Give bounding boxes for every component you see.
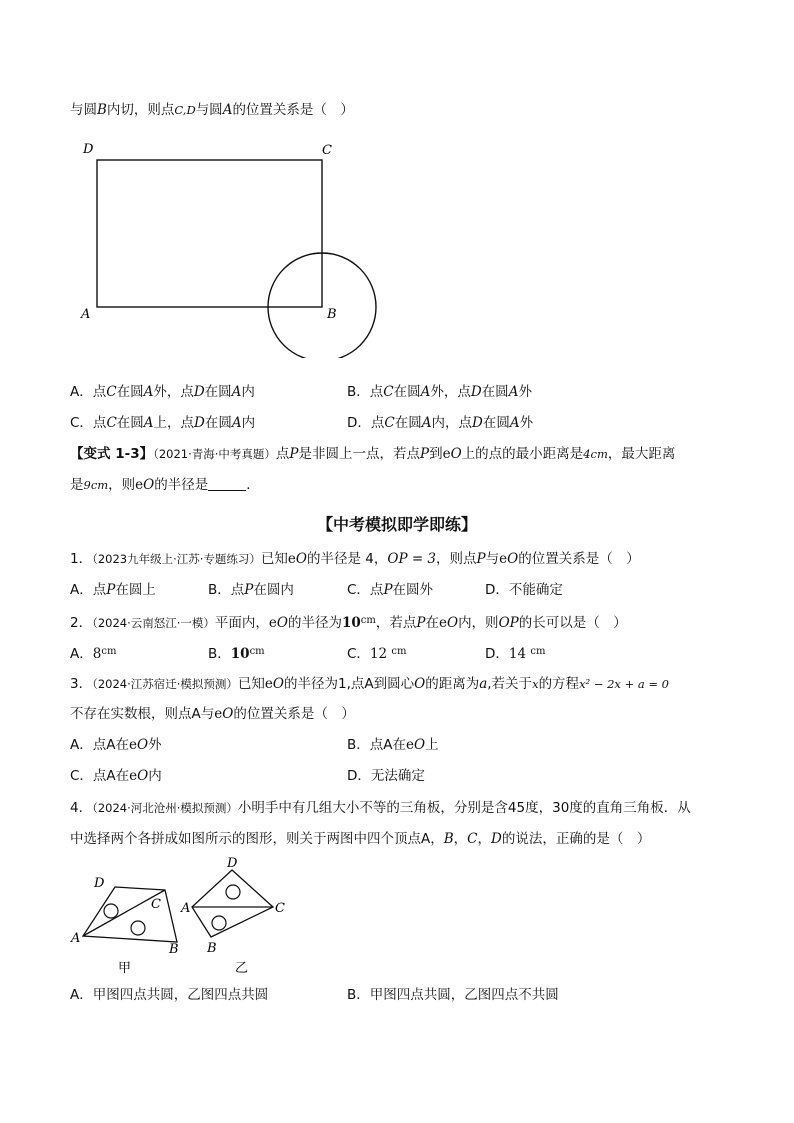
q1-option-c[interactable]: C．点P在圆外 [347, 582, 434, 598]
q3-option-c[interactable]: C．点A在eO内 [70, 768, 162, 784]
figure-jia-circle-1 [104, 904, 118, 918]
label-d: D [83, 142, 94, 157]
q1-stem: 1．（2023九年级上·江苏·专题练习）已知eO的半径是 4，OP = 3，则点P与eO的位置关系是（ ） [70, 551, 640, 567]
figure-yi-circle-2 [212, 916, 226, 930]
q4-stem-line-1: 4．（2024·河北沧州·模拟预测）小明手中有几组大小不等的三角板，分别是含45度，30度的直角三角板．从 [70, 800, 691, 816]
rectangle-circle-figure [75, 138, 395, 358]
q2-option-c[interactable]: C．12 $^{cm}$ [347, 646, 407, 662]
triangle-figures [65, 850, 305, 978]
q3-stem-line-1: 3．（2024·江苏宿迁·模拟预测）已知eO的半径为1,点A到圆心O的距离为a,若关于x的方程x² − 2x + a = 0 [70, 676, 669, 692]
label-b: B [327, 307, 337, 322]
figure-yi-caption: 乙 [235, 961, 249, 976]
yi-label-c: C [275, 901, 285, 916]
figure-jia-circle-2 [131, 921, 145, 935]
option-c[interactable]: C．点C在圆A上，点D在圆A内 [70, 415, 256, 431]
label-c: C [322, 143, 332, 158]
figure-jia-quadrilateral [83, 887, 177, 942]
label-a: A [81, 307, 91, 322]
answer-blank[interactable] [208, 478, 246, 491]
variant-line-2: 是9cm，则eO的半径是 ． [70, 477, 260, 493]
q3-stem-line-2: 不存在实数根，则点A与eO的位置关系是（ ） [70, 706, 355, 722]
q2-option-a[interactable]: A．$8^{cm}$ [70, 646, 117, 662]
jia-label-c: C [151, 897, 161, 912]
variant-line-1: 【变式 1-3】（2021·青海·中考真题）点P是非圆上一点，若点P到eO上的点的最小距离是4cm，最大距离 [70, 446, 676, 462]
rectangle-abcd [97, 160, 322, 307]
q1-option-b[interactable]: B．点P在圆内 [208, 582, 294, 598]
figure-yi-circle-1 [226, 885, 240, 899]
q1-option-a[interactable]: A．点P在圆上 [70, 582, 156, 598]
jia-label-b: B [169, 942, 179, 957]
q2-option-b[interactable]: B．$10^{cm}$ [208, 646, 265, 662]
q2-option-d[interactable]: D．14 $^{cm}$ [485, 646, 546, 662]
yi-label-a: A [181, 901, 191, 916]
option-b[interactable]: B．点C在圆A外，点D在圆A外 [347, 384, 532, 400]
option-d[interactable]: D．点C在圆A内，点D在圆A外 [347, 415, 534, 431]
q3-option-a[interactable]: A．点A在eO外 [70, 737, 162, 753]
jia-label-a: A [71, 931, 81, 946]
q4-option-a[interactable]: A．甲图四点共圆，乙图四点共圆 [70, 987, 269, 1003]
q4-option-b[interactable]: B．甲图四点共圆，乙图四点不共圆 [347, 987, 559, 1003]
q4-stem-line-2: 中选择两个各拼成如图所示的图形，则关于两图中四个顶点A，B，C，D的说法，正确的是（ ） [70, 831, 651, 847]
q2-stem: 2．（2024·云南怒江·一模）平面内，eO的半径为$10^{cm}$，若点P在eO内，则OP的长可以是（ ） [70, 615, 627, 631]
option-a[interactable]: A．点C在圆A外，点D在圆A内 [70, 384, 255, 400]
q3-option-b[interactable]: B．点A在eO上 [347, 737, 439, 753]
yi-label-d: D [227, 856, 238, 871]
yi-label-b: B [207, 941, 217, 956]
intro-line: 与圆B内切，则点C,D与圆A的位置关系是（ ） [70, 102, 354, 118]
jia-label-d: D [94, 876, 105, 891]
q1-option-d[interactable]: D．不能确定 [485, 582, 563, 598]
q3-option-d[interactable]: D．无法确定 [347, 768, 425, 784]
figure-jia-caption: 甲 [118, 961, 132, 976]
section-title: 【中考模拟即学即练】 [316, 515, 477, 534]
figure-yi-quadrilateral [192, 870, 273, 937]
